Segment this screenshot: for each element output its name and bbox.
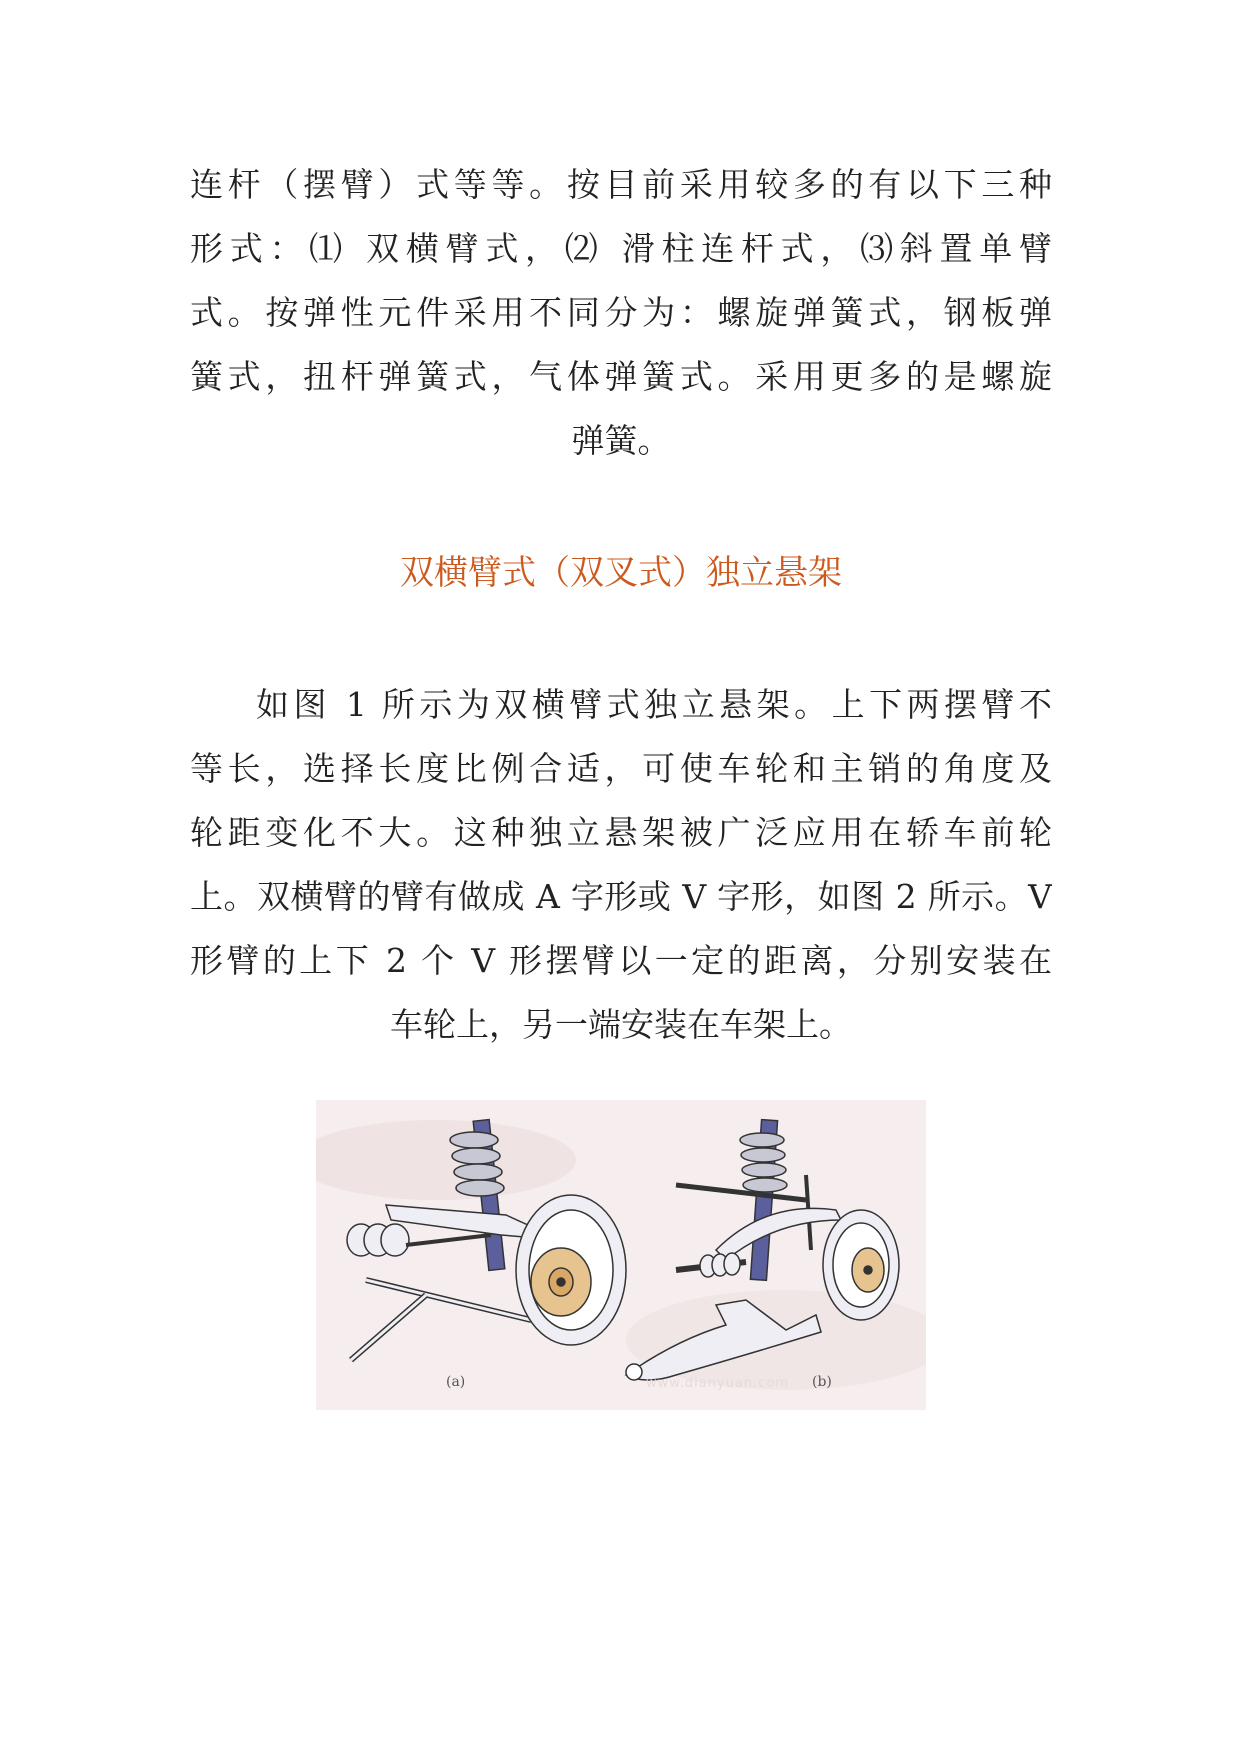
- text-line: 车轮上，另一端安装在车架上。: [390, 1005, 852, 1044]
- section-heading: 双横臂式（双叉式）独立悬架: [400, 553, 842, 593]
- text-line: 轮距变化不大。这种独立悬架被广泛应用在轿车前轮: [190, 813, 1052, 852]
- text-line: 连杆（摆臂）式等等。按目前采用较多的有以下三种: [190, 165, 1052, 204]
- text-line: 形臂的上下 2 个 V 形摆臂以一定的距离，分别安装在: [190, 941, 1052, 980]
- paragraph-2: [190, 673, 1052, 1057]
- text-line: 形式：⑴ 双横臂式，⑵ 滑柱连杆式，⑶斜置单臂: [190, 229, 1052, 268]
- text-line: 式。按弹性元件采用不同分为：螺旋弹簧式，钢板弹: [190, 293, 1052, 332]
- text-line: 弹簧。: [571, 421, 671, 460]
- paragraph-1: [190, 153, 1052, 473]
- suspension-figure: [316, 1100, 926, 1410]
- text-line: 上。双横臂的臂有做成 A 字形或 V 字形，如图 2 所示。V: [190, 877, 1052, 916]
- text-line: 簧式，扭杆弹簧式，气体弹簧式。采用更多的是螺旋: [190, 357, 1052, 396]
- figure-label-a: (a): [446, 1374, 466, 1390]
- suspension-illustration: [316, 1100, 926, 1410]
- text-line: 如图 1 所示为双横臂式独立悬架。上下两摆臂不: [256, 685, 1052, 724]
- figure-label-b: (b): [812, 1374, 832, 1390]
- text-line: 等长，选择长度比例合适，可使车轮和主销的角度及: [190, 749, 1052, 788]
- watermark: www.dianyuan.com: [646, 1376, 789, 1391]
